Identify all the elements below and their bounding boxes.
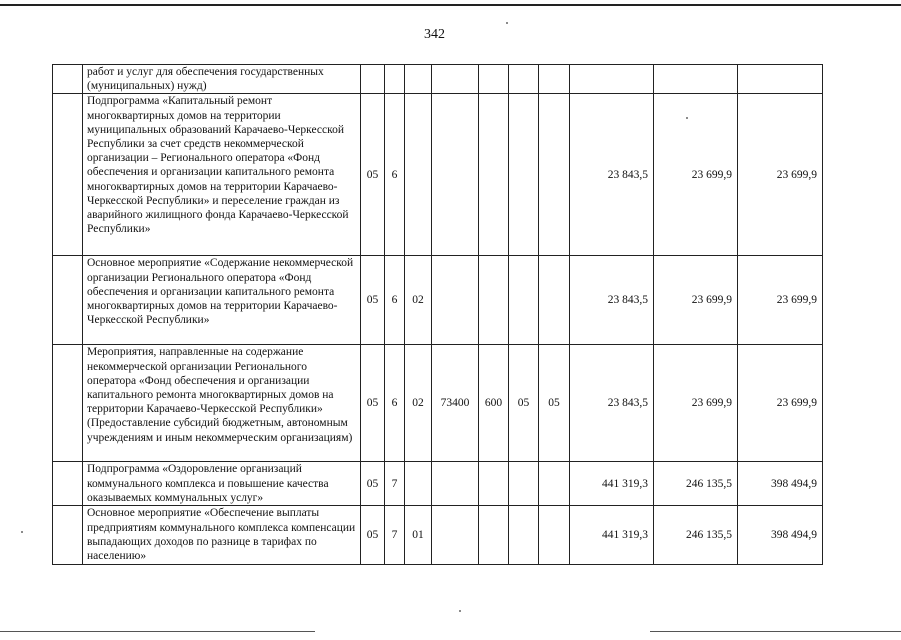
code-cell xyxy=(479,65,509,94)
amount-cell: 23 699,9 xyxy=(654,94,738,256)
table-row xyxy=(53,65,823,94)
amount-cell: 23 843,5 xyxy=(570,256,654,345)
row-index-cell xyxy=(53,256,83,345)
amount-cell xyxy=(570,65,654,94)
code-cell: 7 xyxy=(385,462,405,506)
code-cell xyxy=(432,65,479,94)
code-cell: 05 xyxy=(361,462,385,506)
amount-cell: 23 699,9 xyxy=(738,94,823,256)
code-cell xyxy=(539,65,570,94)
code-cell xyxy=(509,65,539,94)
code-cell xyxy=(479,462,509,506)
row-description: Подпрограмма «Оздоровление организаций коммунального комплекса и повышение качества оказываемых коммунальных услуг» xyxy=(83,462,361,506)
row-index-cell xyxy=(53,506,83,565)
code-cell xyxy=(539,506,570,565)
code-cell xyxy=(432,256,479,345)
table-row xyxy=(53,345,823,462)
page-number: 342 xyxy=(424,27,445,42)
code-cell: 05 xyxy=(361,345,385,462)
amount-cell xyxy=(654,65,738,94)
code-cell xyxy=(479,506,509,565)
amount-cell: 23 699,9 xyxy=(654,345,738,462)
row-description: работ и услуг для обеспечения государственных (муниципальных) нужд) xyxy=(83,65,361,94)
code-cell xyxy=(385,65,405,94)
code-cell xyxy=(432,462,479,506)
code-cell xyxy=(405,462,432,506)
code-cell: 6 xyxy=(385,256,405,345)
code-cell: 600 xyxy=(479,345,509,462)
code-cell xyxy=(432,506,479,565)
table-row xyxy=(53,94,823,256)
code-cell: 05 xyxy=(361,94,385,256)
bottom-rule-right xyxy=(650,631,901,632)
scan-speck xyxy=(506,22,508,24)
code-cell: 05 xyxy=(509,345,539,462)
amount-cell xyxy=(738,65,823,94)
code-cell: 05 xyxy=(361,256,385,345)
amount-cell: 23 699,9 xyxy=(654,256,738,345)
code-cell xyxy=(432,94,479,256)
code-cell: 02 xyxy=(405,345,432,462)
amount-cell: 23 843,5 xyxy=(570,94,654,256)
scan-speck xyxy=(686,117,688,119)
table-row xyxy=(53,506,823,565)
row-description: Основное мероприятие «Содержание некоммерческой организации Регионального оператора «Фонд обеспечения и организации капитального ремонта многоквартирных домов на территории Карачаево-Черкесской Республики» xyxy=(83,256,361,345)
code-cell: 05 xyxy=(539,345,570,462)
code-cell xyxy=(361,65,385,94)
code-cell xyxy=(539,462,570,506)
amount-cell: 398 494,9 xyxy=(738,462,823,506)
table-row xyxy=(53,256,823,345)
row-description: Основное мероприятие «Обеспечение выплаты предприятиям коммунального комплекса компенсации выпадающих доходов по разнице в тарифах по населению» xyxy=(83,506,361,565)
code-cell xyxy=(509,94,539,256)
code-cell: 6 xyxy=(385,94,405,256)
amount-cell: 23 699,9 xyxy=(738,256,823,345)
amount-cell: 23 843,5 xyxy=(570,345,654,462)
amount-cell: 441 319,3 xyxy=(570,506,654,565)
code-cell xyxy=(405,65,432,94)
code-cell: 6 xyxy=(385,345,405,462)
amount-cell: 246 135,5 xyxy=(654,462,738,506)
code-cell: 73400 xyxy=(432,345,479,462)
code-cell xyxy=(539,256,570,345)
code-cell xyxy=(509,506,539,565)
amount-cell: 23 699,9 xyxy=(738,345,823,462)
code-cell: 7 xyxy=(385,506,405,565)
amount-cell: 441 319,3 xyxy=(570,462,654,506)
budget-table xyxy=(52,64,823,565)
top-rule xyxy=(0,4,901,6)
row-index-cell xyxy=(53,94,83,256)
table-body xyxy=(53,65,823,565)
scan-speck xyxy=(21,531,23,533)
code-cell: 02 xyxy=(405,256,432,345)
row-description: Мероприятия, направленные на содержание некоммерческой организации Регионального оператора «Фонд обеспечения и организации капитального ремонта многоквартирных домов на территории Карачаево-Черкесской Республики» (Предоставление субсидий бюджетным, автономным учреждениям и иным некоммерческим организациям) xyxy=(83,345,361,462)
code-cell xyxy=(405,94,432,256)
code-cell xyxy=(509,462,539,506)
code-cell xyxy=(539,94,570,256)
row-description: Подпрограмма «Капитальный ремонт многоквартирных домов на территории муниципальных образований Карачаево-Черкесской Республики за счет средств некоммерческой организации – Регионального оператора «Фонд обеспечения и организации капитального ремонта многоквартирных домов на территории Карачаево-Черкесской Республики» и переселение граждан из аварийного жилищного фонда Карачаево-Черкесской Республики» xyxy=(83,94,361,256)
bottom-rule-left xyxy=(0,631,315,632)
code-cell: 01 xyxy=(405,506,432,565)
row-index-cell xyxy=(53,462,83,506)
amount-cell: 398 494,9 xyxy=(738,506,823,565)
code-cell xyxy=(479,256,509,345)
row-index-cell xyxy=(53,345,83,462)
code-cell: 05 xyxy=(361,506,385,565)
scan-speck xyxy=(459,610,461,612)
code-cell xyxy=(509,256,539,345)
code-cell xyxy=(479,94,509,256)
amount-cell: 246 135,5 xyxy=(654,506,738,565)
row-index-cell xyxy=(53,65,83,94)
table-row xyxy=(53,462,823,506)
